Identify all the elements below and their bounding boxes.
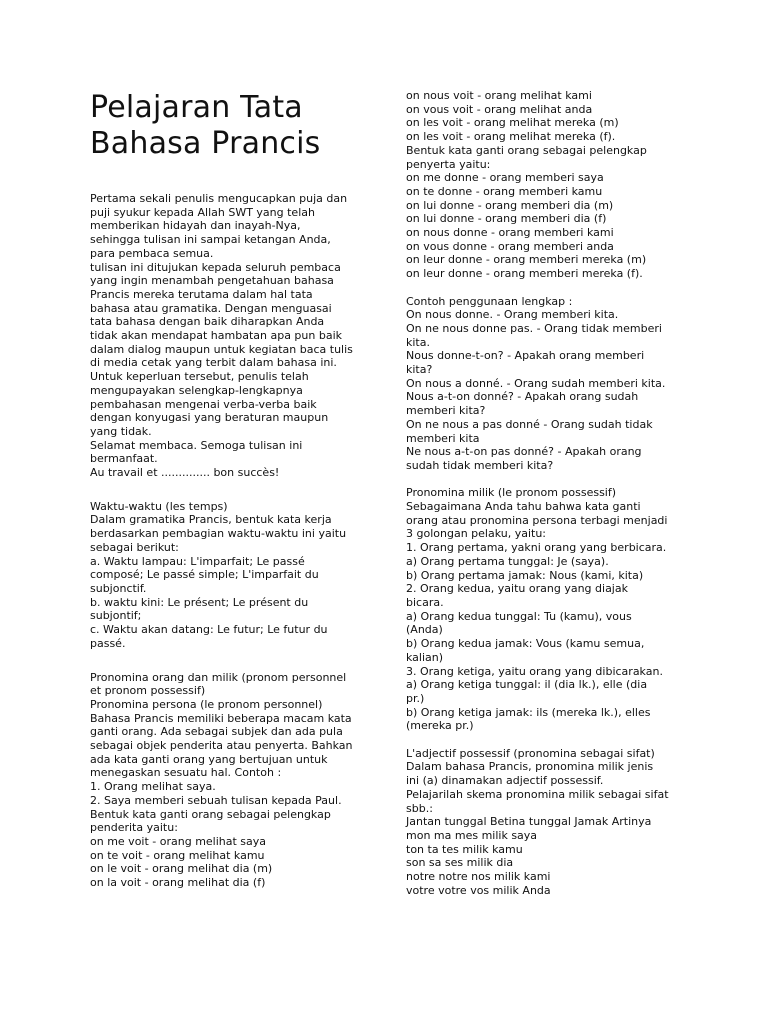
- text-line: sebagai berikut:: [90, 540, 179, 554]
- text-line: a) Orang ketiga tunggal: il (dia lk.), elle (dia: [406, 678, 648, 692]
- text-line: Selamat membaca. Semoga tulisan ini: [90, 438, 303, 452]
- text-line: votre votre vos milik Anda: [406, 883, 551, 897]
- text-line: on le voit - orang melihat dia (m): [90, 862, 273, 876]
- text-line: sudah tidak memberi kita?: [406, 458, 554, 472]
- text-line: composé; Le passé simple; L'imparfait du: [90, 568, 319, 582]
- text-line: a) Orang pertama tunggal: Je (saya).: [406, 554, 609, 568]
- text-line: tulisan ini ditujukan kepada seluruh pembaca: [90, 260, 341, 274]
- voit-donne-forms: [406, 89, 696, 281]
- text-line: ton ta tes milik kamu: [406, 842, 523, 856]
- text-line: Pertama sekali penulis mengucapkan puja dan: [90, 192, 348, 205]
- text-line: sebagai objek penderita atau penyerta. Bahkan: [90, 739, 353, 753]
- tenses-section: [90, 500, 370, 651]
- text-line: berdasarkan pembagian waktu-waktu ini yaitu: [90, 527, 347, 541]
- text-line: son sa ses milik dia: [406, 856, 514, 870]
- text-line: mengupayakan selengkap-lengkapnya: [90, 383, 303, 397]
- text-line: para pembaca semua.: [90, 246, 214, 260]
- text-line: ganti orang. Ada sebagai subjek dan ada pula: [90, 725, 343, 739]
- text-line: orang atau pronomina persona terbagi menjadi: [406, 513, 668, 527]
- text-line: yang ingin menambah pengetahuan bahasa: [90, 274, 334, 288]
- adjectif-section: [406, 747, 696, 898]
- text-line: on les voit - orang melihat mereka (m): [406, 116, 619, 130]
- left-column: [90, 90, 370, 890]
- text-line: a. Waktu lampau: L'imparfait; Le passé: [90, 554, 305, 568]
- text-line: pr.): [406, 691, 425, 705]
- text-line: kalian): [406, 650, 444, 664]
- text-line: 3. Orang ketiga, yaitu orang yang dibicarakan.: [406, 664, 663, 678]
- text-line: 1. Orang pertama, yakni orang yang berbicara.: [406, 541, 667, 555]
- text-line: on nous donne - orang memberi kami: [406, 226, 614, 240]
- text-line: Bentuk kata ganti orang sebagai pelengkap: [406, 143, 647, 157]
- text-line: notre notre nos milik kami: [406, 870, 551, 884]
- text-line: et pronom possessif): [90, 684, 206, 698]
- text-line: 1. Orang melihat saya.: [90, 780, 216, 794]
- possessive-section: [406, 486, 696, 733]
- text-line: kita.: [406, 335, 430, 349]
- text-line: yang tidak.: [90, 424, 152, 438]
- text-line: Dalam gramatika Prancis, bentuk kata kerja: [90, 513, 332, 527]
- text-line: tata bahasa dengan baik diharapkan Anda: [90, 315, 325, 329]
- text-line: Bentuk kata ganti orang sebagai pelengkap: [90, 807, 331, 821]
- intro-paragraph: [90, 192, 370, 480]
- text-line: on te voit - orang melihat kamu: [90, 848, 265, 862]
- text-line: 2. Orang kedua, yaitu orang yang diajak: [406, 582, 628, 596]
- text-line: tidak akan mendapat hambatan apa pun baik: [90, 329, 343, 343]
- text-line: Dalam bahasa Prancis, pronomina milik jenis: [406, 760, 654, 774]
- text-line: c. Waktu akan datang: Le futur; Le futur du: [90, 623, 328, 637]
- text-line: on vous donne - orang memberi anda: [406, 239, 614, 253]
- text-line: On ne nous a pas donné - Orang sudah tidak: [406, 417, 653, 431]
- text-line: bicara.: [406, 595, 444, 609]
- text-line: b) Orang ketiga jamak: ils (mereka lk.), elles: [406, 705, 651, 719]
- text-line: b) Orang kedua jamak: Vous (kamu semua,: [406, 637, 645, 651]
- text-line: On nous donne. - Orang memberi kita.: [406, 308, 619, 322]
- text-line: on vous voit - orang melihat anda: [406, 102, 593, 116]
- text-line: penyerta yaitu:: [406, 157, 491, 171]
- pronouns-section: [90, 671, 370, 890]
- text-line: Contoh penggunaan lengkap :: [406, 294, 573, 308]
- usage-examples: [406, 295, 696, 473]
- text-line: on lui donne - orang memberi dia (m): [406, 198, 614, 212]
- title-line: Bahasa Prancis: [90, 126, 321, 161]
- text-line: Bahasa Prancis memiliki beberapa macam kata: [90, 711, 352, 725]
- text-line: kita?: [406, 363, 433, 377]
- text-line: on me voit - orang melihat saya: [90, 834, 267, 848]
- text-line: on leur donne - orang memberi mereka (f).: [406, 267, 643, 281]
- text-line: passé.: [90, 636, 126, 650]
- text-line: on me donne - orang memberi saya: [406, 171, 604, 185]
- text-line: memberi kita?: [406, 404, 486, 418]
- text-line: Au travail et .............. bon succès!: [90, 466, 280, 480]
- text-line: a) Orang kedua tunggal: Tu (kamu), vous: [406, 609, 632, 623]
- text-line: b) Orang pertama jamak: Nous (kami, kita): [406, 568, 644, 582]
- text-line: on la voit - orang melihat dia (f): [90, 876, 266, 890]
- text-line: di media cetak yang terbit dalam bahasa ini.: [90, 356, 337, 370]
- text-line: Untuk keperluan tersebut, penulis telah: [90, 370, 309, 384]
- text-line: (Anda): [406, 623, 443, 637]
- text-line: mon ma mes milik saya: [406, 828, 538, 842]
- title-line: Pelajaran Tata: [90, 90, 303, 125]
- text-line: L'adjectif possessif (pronomina sebagai sifat): [406, 746, 655, 760]
- text-line: dengan konyugasi yang beraturan maupun: [90, 411, 329, 425]
- text-line: 2. Saya memberi sebuah tulisan kepada Paul.: [90, 793, 342, 807]
- text-line: subjonctif.: [90, 581, 147, 595]
- text-line: Pronomina milik (le pronom possessif): [406, 486, 617, 500]
- text-line: Pronomina persona (le pronom personnel): [90, 697, 323, 711]
- text-line: 3 golongan pelaku, yaitu:: [406, 527, 546, 541]
- text-line: pembahasan mengenai verba-verba baik: [90, 397, 317, 411]
- text-line: bermanfaat.: [90, 452, 158, 466]
- text-line: Jantan tunggal Betina tunggal Jamak Artinya: [406, 815, 652, 829]
- text-line: Pelajarilah skema pronomina milik sebagai sifat: [406, 787, 669, 801]
- text-line: Sebagaimana Anda tahu bahwa kata ganti: [406, 500, 641, 514]
- text-line: dalam dialog maupun untuk kegiatan baca tulis: [90, 342, 353, 356]
- text-line: Nous donne-t-on? - Apakah orang memberi: [406, 349, 645, 363]
- text-line: on lui donne - orang memberi dia (f): [406, 212, 607, 226]
- text-line: ada kata ganti orang yang bertujuan untuk: [90, 752, 328, 766]
- text-line: Nous a-t-on donné? - Apakah orang sudah: [406, 390, 639, 404]
- text-line: Prancis mereka terutama dalam hal tata: [90, 287, 313, 301]
- text-line: Pronomina orang dan milik (pronom personnel: [90, 670, 347, 684]
- text-line: on te donne - orang memberi kamu: [406, 184, 603, 198]
- text-line: sehingga tulisan ini sampai ketangan Anda,: [90, 233, 331, 247]
- text-line: on nous voit - orang melihat kami: [406, 89, 592, 102]
- right-column: [406, 89, 696, 897]
- text-line: On ne nous donne pas. - Orang tidak memberi: [406, 321, 662, 335]
- page-title: [90, 90, 370, 162]
- text-line: menegaskan sesuatu hal. Contoh :: [90, 766, 282, 780]
- text-line: sbb.:: [406, 801, 433, 815]
- text-line: penderita yaitu:: [90, 821, 178, 835]
- text-line: b. waktu kini: Le présent; Le présent du: [90, 595, 309, 609]
- text-line: memberikan hidayah dan inayah-Nya,: [90, 219, 301, 233]
- text-line: memberi kita: [406, 431, 480, 445]
- text-line: Ne nous a-t-on pas donné? - Apakah orang: [406, 445, 642, 459]
- text-line: (mereka pr.): [406, 719, 474, 733]
- text-line: puji syukur kepada Allah SWT yang telah: [90, 205, 315, 219]
- text-line: on leur donne - orang memberi mereka (m): [406, 253, 647, 267]
- text-line: on les voit - orang melihat mereka (f).: [406, 130, 616, 144]
- text-line: subjontif;: [90, 609, 142, 623]
- text-line: bahasa atau gramatika. Dengan menguasai: [90, 301, 332, 315]
- text-line: On nous a donné. - Orang sudah memberi kita.: [406, 376, 666, 390]
- text-line: Waktu-waktu (les temps): [90, 499, 228, 513]
- text-line: ini (a) dinamakan adjectif possessif.: [406, 774, 604, 788]
